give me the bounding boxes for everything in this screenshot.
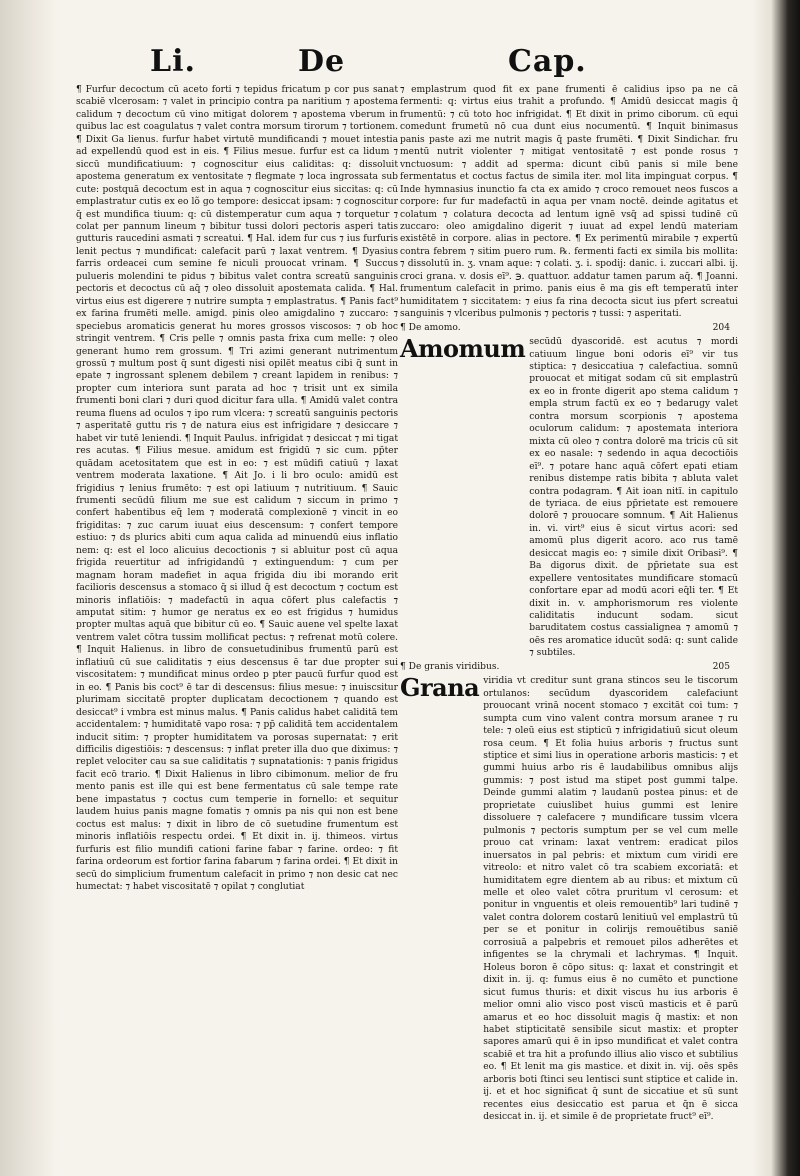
- section-heading-granis: [400, 661, 738, 673]
- entry-headword: Grana: [400, 673, 480, 703]
- section-heading-amomo: [400, 322, 738, 334]
- section-number: 205: [712, 661, 730, 672]
- gutter-shadow: [0, 0, 56, 1176]
- running-head-left: Li.: [150, 44, 196, 79]
- entry-headword: Amomum: [400, 334, 526, 364]
- running-head-right: Cap.: [508, 44, 587, 79]
- right-column: [400, 84, 738, 1123]
- page-edge: [752, 0, 800, 1176]
- entry-amomum: [400, 336, 738, 660]
- section-number: 204: [712, 322, 730, 333]
- section-title: ¶ De granis viridibus.: [400, 661, 500, 672]
- entry-grana: [400, 675, 738, 1123]
- right-column-continuation: ⁊ emplastrum quod fit ex pane frumenti ē calidius ipso pa ne cā fermenti: q: virtus eius trahit a profundo. ¶ Amidū desiccat magis q̄ frumentū: ⁊ cū toto hoc infrigidat. ¶ Et dixit in primo ciborum. cū equi comedunt frumetū nō cua dunt eius nocumentū. ¶ Inquit binimasus panis paste azi me nutrit magis q̄ paste frumēti. ¶ Dixit Sindichar. fru mentū nutrit violenter ⁊ mitigat ventositatē ⁊ est ponde rosus ⁊ vnctuosum: ⁊ addit ad sperma: dicunt cibū panis si mile bene fermentatus et coctus factus de simila iter. mol lita impinguat corpus. ¶ Inde hymnasius inunctio fa cta ex amido ⁊ croco remouet neos fuscos a corpore: fur fur madefactū in aqua per vnam noctē. deinde agitatus et colatum ⁊ colatura decocta ad lentum ignē vsq̄ ad spissi tudinē cū zuccaro: oleo amigdalino digerit ⁊ iuuat ad expel lendū materiam existētē in corpore. alias in pectore. ¶ Ex perimentū mirabile ⁊ expertū contra febrem ⁊ sitim puero rum. ℞. fermenti facti ex simila bis mollita: ⁊ dissolutū in. ʒ. vnam aque: ⁊ colati. ʒ. i. spodij: danic. i. zuccari albi. ij. croci grana. v. dosis eī⁹. ℈. quattuor. addatur tamen parum aq̄. ¶ Joanni. frumentum calefacit in primo. panis eius ē ma gis eft temperatū inter humiditatem ⁊ siccitatem: ⁊ eius fa rina decocta sicut ius pfert screatui sanguinis ⁊ vlceribus pulmonis ⁊ pectoris ⁊ tussi: ⁊ asperitati.: [400, 85, 738, 320]
- left-column-text: ¶ Furfur decoctum cū aceto forti ⁊ tepidus fricatum p cor pus sanat scabiē vlcerosam: ⁊ valet in principio contra pa naritium ⁊ apostema calidum ⁊ decoctum cū vino mitigat dolorem ⁊ apostema vberum in quibus lac est coagulatus ⁊ valet contra morsum tirorum ⁊ tortionem. ¶ Dixit Ga lienus. furfur habet virtutē mundificandi ⁊ mouet intestia ad expellendū quod est in eis. ¶ Filius mesue. furfur est ca lidum ⁊ siccū mundificatiuum: ⁊ cognoscitur eius caliditas: q: dissoluit apostema generatum ex ventositate ⁊ flegmate ⁊ loca ingrossata sub cute: postquā decoctum est in aqua ⁊ cognoscitur eius siccitas: q: cū emplastratur cutis ex eo lõ go tempore: desiccat ipsam: ⁊ cognoscitur q̄ est mundifica tiuum: q: cū distemperatur cum aqua ⁊ torquetur ⁊ colat per pannum lineum ⁊ bibitur tussi dolori pectoris asperi tatis gutturis raucedini asmati ⁊ screatui. ¶ Hal. idem fur cus ⁊ ius furfuris lenit pectus ⁊ mundificat: calefacit parū ⁊ laxat ventrem. ¶ Dyasius farris ordeacei cum semine fe niculi prouocat vrinam. ¶ Succus pulueris molendini te pidus ⁊ bibitus valet contra screatū sanguinis pectoris et decoctus cū aq̄ ⁊ oleo dissoluit apostemata calida. ¶ Hal. virtus eius est digerere ⁊ nutrire sumpta ⁊ emplastratus. ¶ Panis fact⁹ ex farina frumēti melle. amigd. pinis oleo amigdalino ⁊ zuccaro: ⁊ speciebus aromaticis generat hu mores grossos viscosos: ⁊ ob hoc stringit ventrem. ¶ Cris pelle ⁊ omnis pasta frixa cum melle: ⁊ oleo generant humo rem grossum. ¶ Tri azimi generant nutrimentum grossū ⁊ multum post q̄ sunt digesti nisi opilēt meatus cibi q̄ sunt in epate ⁊ ingrossant splenem debilem ⁊ creant lapidem in renibus: ⁊ propter cum interiora sunt parata ad hoc ⁊ trisit unt ex simila frumenti boni clari ⁊ duri quod dicitur fara ulla. ¶ Amidū valet contra reuma fluens ad oculos ⁊ ipo rum vlcera: ⁊ screatū sanguinis pectoris ⁊ asperitatē guttu ris ⁊ de natura eius est infrigidare ⁊ desiccare ⁊ habet vir tutē leniendi. ¶ Inquit Paulus. infrigidat ⁊ desiccat ⁊ mi tigat res acutas. ¶ Filius mesue. amidum est frigidū ⁊ sic cum. pp̄ter quādam acetositatem que est in eo: ⁊ est mūdifi catiuū ⁊ laxat ventrem moderata laxatione. ¶ Ait Jo. i li bro oculo: amidū est frigidius ⁊ lenius frumēto: ⁊ est opi latiuum ⁊ nutritiuum. ¶ Sauic frumenti secūdū filium me sue est calidum ⁊ siccum in primo ⁊ confert habentibus eq̄ lem ⁊ moderatā complexionē ⁊ vincit in eo frigiditas: ⁊ zuc carum iuuat eius descensum: ⁊ confert tempore estiuo: ⁊ ds plurics abiti cum aqua calida ad minuendū eius inflatio nem: q: est el loco alicuius decoctionis ⁊ si abluitur post cū aqua frigida reuertitur ad infrigidandū ⁊ extinguendum: ⁊ cum per magnam horam madefiet in aqua frigida diu ibi morando erit facilioris descensus a stomaco q̄ si illud q̄ est decoctum ⁊ coctum est minoris inflatiōis: ⁊ madefactū in aqua cōfert plus calefactis ⁊ amputat sitim: ⁊ humor ge neratus ex eo est frigidus ⁊ humidus propter multas aquā que bibitur cū eo. ¶ Sauic auene vel spelte laxat ventrem valet cōtra tussim mollificat pectus: ⁊ refrenat motū colere. ¶ Inquit Halienus. in libro de consuetudinibus frumentū parū est inflatiuū cū sue caliditatis ⁊ eius descensus ē tar due propter sui viscositatem: ⁊ mundificat minus ordeo p pter paucū furfur quod est in eo. ¶ Panis bis coct⁹ ē tar di descensus: filius mesue: ⁊ inuiscsitur plurimam siccitatē propter duplicatam decoctionem ⁊ quando est desiccat⁹ i vmbra est minus malus. ¶ Panis calidus habet caliditā tem accidentalem: ⁊ humiditatē vapo rosa: ⁊ pp̄ caliditā tem accidentalem inducit sitim: ⁊ propter humiditatem va porosas supernatat: ⁊ erit difficilis digestiōis: ⁊ descensus: ⁊ inflat preter illa duo que diximus: ⁊ replet velociter cau sa sue caliditatis ⁊ supnatationis: ⁊ panis frigidus facit ecō trario. ¶ Dixit Halienus in libro cibimonum. melior de fru mento panis est ille qui est bene fermentatus cū sale tempe rate bene impastatus ⁊ coctus cum temperie in fornello: et sequitur laudem huius panis magne fomatis ⁊ omnis pa nis qui non est bene coctus est malus: ⁊ dixit in libro de cō suetudine frumentum est minoris inflatiōis respectu ordei. ¶ Et dixit in. ij. thimeos. virtus furfuris est filio mundifi cationi farine fabar ⁊ farine. ordeo: ⁊ fit farina ordeorum est fortior farina fabarum ⁊ farina ordei. ¶ Et dixit in secū do simplicium frumentum calefacit in primo ⁊ non desic cat nec humectat: ⁊ habet viscositatē ⁊ opilat ⁊ conglutiat: [76, 85, 398, 892]
- section-title: ¶ De amomo.: [400, 322, 461, 333]
- running-head-middle: De: [298, 44, 346, 79]
- entry-text: viridia vt creditur sunt grana stincos seu le tiscorum ortulanos: secūdum dyascoridem calefaciunt prouocant vrinā nocent stomaco ⁊ excitāt coi tum: ⁊ sumpta cum vino valent contra morsum aranee ⁊ ru tele: ⁊ oleū eius est stipticū ⁊ infrigidatiuū sicut oleum rosa ceum. ¶ Et folia huius arboris ⁊ fructus sunt stiptice et simi lius in operatione arboris masticis: ⁊ et gummi huius arbo ris ē laudabilibus omnibus alijs gummis: ⁊ post istud ma stipet post gummi talpe. Deinde gummi alatim ⁊ laudanū postea pinus: et de proprietate cuiuslibet huius gummi est lenire dissoluere ⁊ calefacere ⁊ mundificare tussim vlcera pulmonis ⁊ pectoris sumptum per se vel cum melle prouo cat vrinam: laxat ventrem: eradicat pilos inuersatos in pal pebris: et mixtum cum viridi ere vitreolo: et nitro valet cō tra scabiem excoriatā: et humiditatem egre dientem ab au ribus: et mixtum cū melle et oleo valet cōtra pruritum vl cerosum: et ponitur in vnguentis et oleis remouentib⁹ lari tudinē ⁊ valet contra dolorem costarū lenitiuū vel emplastrū tū per se et ponitur in colirijs remouētibus saniē corrosiuā a palpebris et remouet pilos adherētes et infigentes se la chrymali et lachrymas. ¶ Inquit. Holeus boron ē cōpo situs: q: laxat et constringit et dixit in. ij. q: fumus eius ē no cumēto et punctione sicut fumus thuris: et dixit viscus hu ius arboris ē melior omni alio visco post viscū masticis et ē parū amarus et eo hoc dissoluit magis q̄ mastix: et non habet stipticitatē sensibile sicut mastix: et propter sapores amarū qui ē in ipso mundificat et valet contra scabiē et tra hit a profundo illius alio visco et subtilius eo. ¶ Et lenit ma gis mastice. et dixit in. vij. oēs spēs arboris boti ſtinci seu lentisci sunt stiptice et calide in. ij. et et hoc significat q̄ sunt de siccatiue et sū sunt recentes eius desiccatio est parua et q̄n ē sicca desiccat in. ij. et simile ē de proprietate fruct⁹ eī⁹.: [483, 676, 738, 1123]
- left-column: [76, 84, 398, 1142]
- entry-text: secūdū dyascoridē. est acutus ⁊ mordi catiuum lingue boni odoris eī⁹ vir tus stiptica: ⁊ desiccatiua ⁊ calefactiua. somnū prouocat et mitigat sodam cū sit emplastrū ex eo in fronte digerit apo stema calidum ⁊ empla strum factū ex eo ⁊ bedarugy valet contra morsum scorpionis ⁊ apostema oculorum calidum: ⁊ apostemata interiora mixta cū oleo ⁊ contra dolorē ma tricis cū sit ex eo nasale: ⁊ sedendo in aqua decoctiōis eī⁹. ⁊ potare hanc aquā cōfert epati etiam renibus distempe ratis bibita ⁊ abluta valet contra podagram. ¶ Ait ioan nitı̃. in capitulo de tyriaca. de eius pp̄rietate est remouere dolorē ⁊ prouocare somnum. ¶ Ait Halienus in. vi. virt⁹ eius ē sicut virtus acori: sed amomū plus digerit acoro. aco rus tamē desiccat magis eo: ⁊ simile dixit Oribasi⁹. ¶ Ba digorus dixit. de pp̄rietate sua est expellere ventositates mundificare stomacū confortare epar ad modū acori eq̄li ter. ¶ Et dixit in. v. amphorismorum res violente caliditatis inducunt sodam. sicut baruditatem costus cassialignea ⁊ amomū ⁊ oēs res aromatice iducūt sodā: q: sunt calide ⁊ subtiles.: [529, 337, 738, 659]
